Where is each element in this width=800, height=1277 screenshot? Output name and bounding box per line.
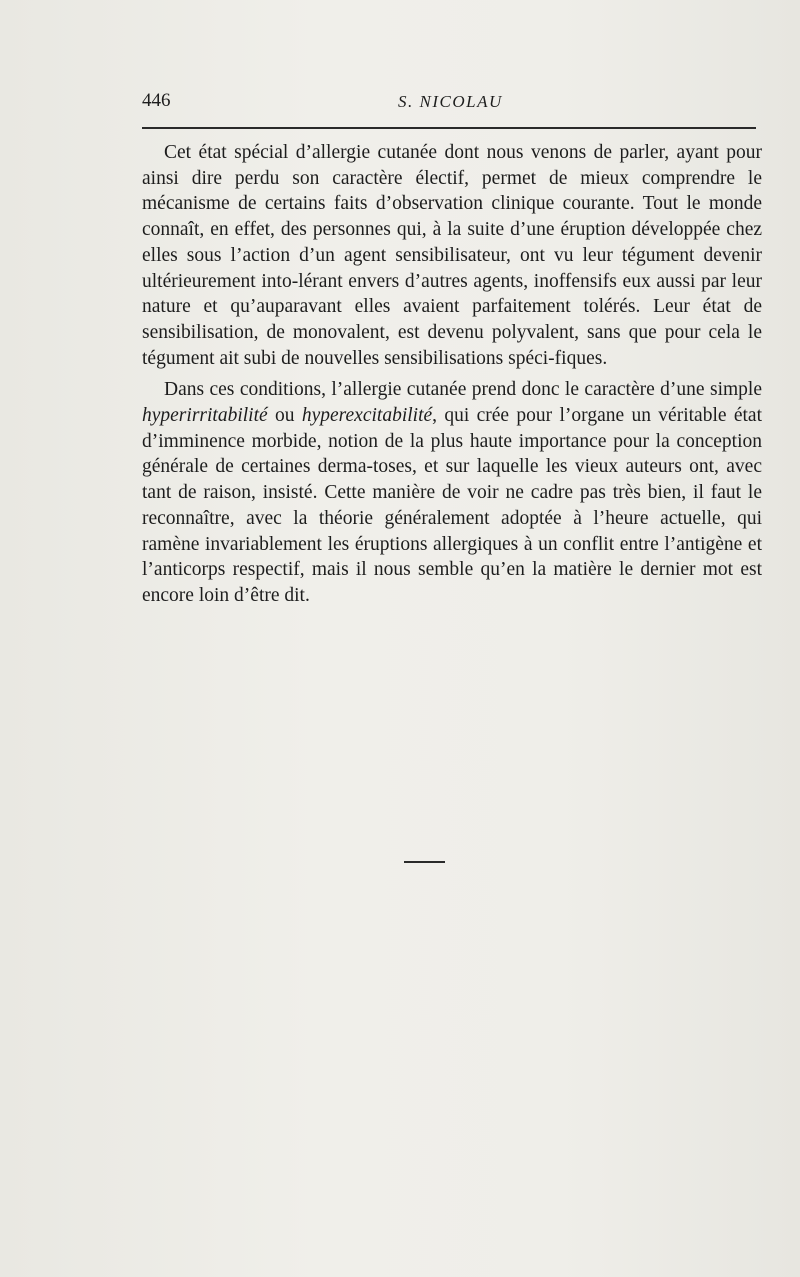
italic-term-hyperirritabilite: hyperirritabilité [142,405,268,427]
paragraph-2-text-c: , qui crée pour l’organe un véritable état d’imminence morbide, notion de la plus haute importance pour la conception générale de certaines derma-toses, et sur laquelle les vieux auteurs ont, avec tant de raison, insisté. Cette manière de voir ne cadre pas très bien, il faut le reconnaître, avec la théorie généralement adoptée à l’heure actuelle, qui ramène invariablement les éruptions allergiques à un conflit entre l’antigène et l’anticorps respectif, mais il nous semble qu’en la matière le dernier mot est encore loin d’être dit. [142,405,763,606]
header-rule [142,127,756,129]
paragraph-1 [142,140,762,371]
main-text [142,140,762,615]
section-end-rule [404,861,445,863]
paragraph-2-text-a: Dans ces conditions, l’allergie cutanée prend donc le caractère d’une simple [164,379,762,401]
page-number: 446 [142,90,171,111]
paragraph-1-text: Cet état spécial d’allergie cutanée dont nous venons de parler, ayant pour ainsi dire perdu son caractère électif, permet de mieux comprendre le mécanisme de certains faits d’observation clinique courante. Tout le monde connaît, en effet, des personnes qui, à la suite d’une éruption développée chez elles sous l’action d’un agent sensibilisateur, ont vu leur tégument devenir ultérieurement into-lérant envers d’autres agents, inoffensifs eux aussi par leur nature et qu’auparavant elles avaient parfaitement tolérés. Leur état de sensibilisation, de monovalent, est devenu polyvalent, sans que pour cela le tégument ait subi de nouvelles sensibilisations spéci-fiques. [142,142,762,369]
paragraph-2 [142,377,762,608]
paragraph-2-text-b: ou [267,405,302,427]
page-header [142,90,757,120]
running-head: S. NICOLAU [398,92,503,111]
italic-term-hyperexcitabilite: hyperexcitabilité [301,405,433,427]
